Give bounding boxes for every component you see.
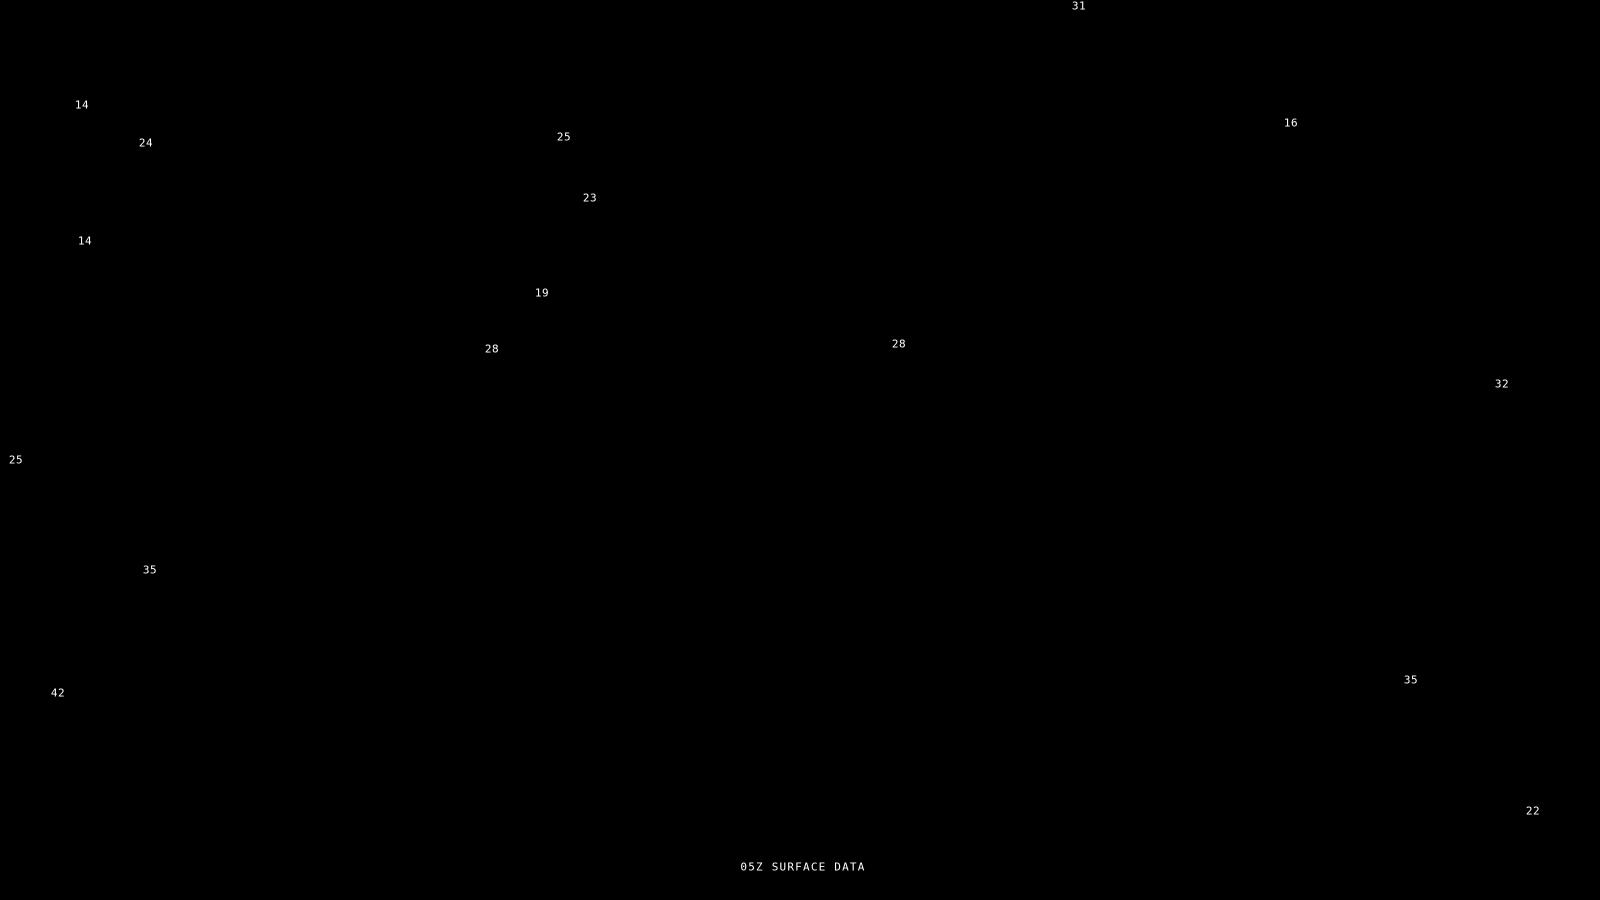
station-observation-value: 31 [1071, 0, 1087, 13]
station-observation-value: 32 [1494, 377, 1510, 391]
station-observation-value: 16 [1283, 116, 1299, 130]
station-observation-value: 35 [142, 563, 158, 577]
station-observation-value: 42 [50, 686, 66, 700]
station-observation-value: 24 [138, 136, 154, 150]
station-observation-value: 22 [1525, 804, 1541, 818]
station-observation-value: 25 [8, 453, 24, 467]
station-observation-value: 23 [582, 191, 598, 205]
station-observation-value: 28 [891, 337, 907, 351]
station-observation-value: 28 [484, 342, 500, 356]
chart-caption: 05Z SURFACE DATA [740, 860, 866, 874]
station-observation-value: 14 [77, 234, 93, 248]
station-observation-value: 19 [534, 286, 550, 300]
station-observation-value: 14 [74, 98, 90, 112]
station-observation-value: 25 [556, 130, 572, 144]
station-observation-value: 35 [1403, 673, 1419, 687]
